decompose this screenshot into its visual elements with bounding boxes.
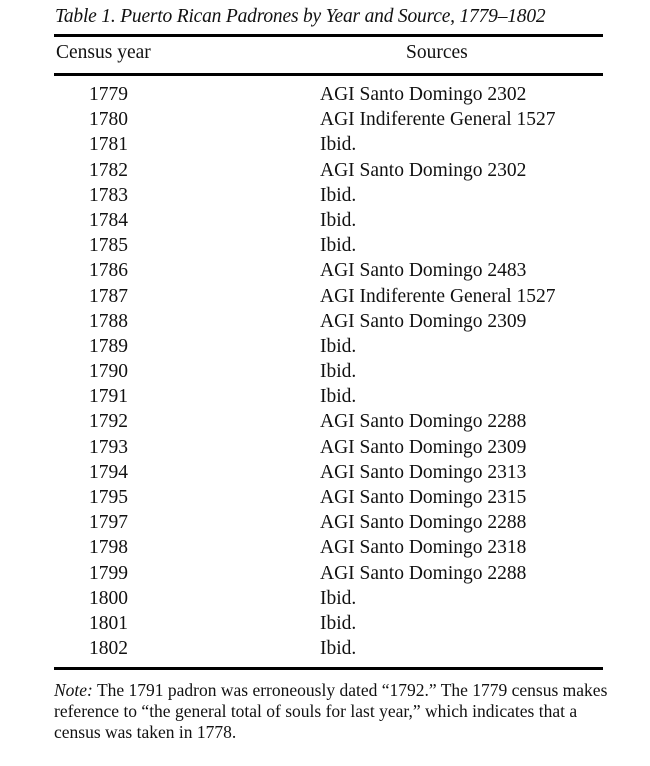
note-text: The 1791 padron was erroneously dated “1792.” The 1779 census makes reference to “the general total of souls for last year,” which indicates that a census was taken in 1778. [54,680,608,742]
table-row [0,563,650,588]
source-cell: Ibid. [320,235,357,257]
census-year-cell: 1786 [89,260,128,282]
table-row [0,512,650,537]
table-note [54,680,614,743]
note-label: Note: [54,680,93,700]
census-year-cell: 1795 [89,487,128,508]
census-year-cell: 1793 [89,436,128,458]
table-caption: Table 1. Puerto Rican Padrones by Year and Source, 1779–1802 [55,6,546,27]
census-year-cell: 1784 [89,209,128,231]
header-rule [54,73,603,76]
source-cell: AGI Santo Domingo 2309 [320,310,527,332]
table-row [0,134,650,159]
census-year-cell: 1781 [89,134,128,156]
source-cell: AGI Indiferente General 1527 [320,285,556,307]
table-row [0,537,650,562]
source-cell: Ibid. [320,184,357,206]
source-cell: AGI Santo Domingo 2302 [320,84,527,105]
census-year-cell: 1798 [89,537,128,559]
source-cell: AGI Santo Domingo 2483 [320,260,527,282]
census-year-cell: 1791 [89,386,128,408]
source-cell: Ibid. [320,209,357,231]
census-year-cell: 1779 [89,84,128,105]
table-row [0,185,650,210]
table-row [0,487,650,512]
table-body [0,84,650,663]
source-cell: AGI Santo Domingo 2288 [320,562,527,584]
census-year-cell: 1800 [89,587,128,609]
header-sources: Sources [406,42,468,63]
table-row [0,386,650,411]
table-row [0,361,650,386]
top-rule [54,34,603,37]
source-cell: AGI Santo Domingo 2288 [320,512,527,534]
table-row [0,311,650,336]
table-row [0,411,650,436]
table-row [0,210,650,235]
table-row [0,437,650,462]
table-row [0,109,650,134]
table-row [0,336,650,361]
census-year-cell: 1785 [89,235,128,257]
table-row [0,462,650,487]
source-cell: AGI Santo Domingo 2288 [320,411,527,433]
source-cell: Ibid. [320,386,357,408]
table-row [0,638,650,663]
census-year-cell: 1782 [89,159,128,181]
source-cell: AGI Indiferente General 1527 [320,109,556,131]
census-year-cell: 1788 [89,310,128,332]
header-year: Census year [56,42,151,63]
table-row [0,588,650,613]
census-year-cell: 1790 [89,361,128,383]
source-cell: Ibid. [320,587,357,609]
source-cell: Ibid. [320,335,357,357]
census-year-cell: 1787 [89,285,128,307]
source-cell: AGI Santo Domingo 2318 [320,537,527,559]
census-year-cell: 1780 [89,109,128,131]
source-cell: AGI Santo Domingo 2315 [320,487,527,508]
census-year-cell: 1797 [89,512,128,534]
source-cell: AGI Santo Domingo 2309 [320,436,527,458]
bottom-rule [54,667,603,670]
table-row [0,84,650,109]
census-year-cell: 1789 [89,335,128,357]
source-cell: Ibid. [320,134,357,156]
table-row [0,235,650,260]
table-row [0,286,650,311]
table-row [0,160,650,185]
census-year-cell: 1801 [89,612,128,634]
census-year-cell: 1794 [89,461,128,483]
census-year-cell: 1802 [89,638,128,660]
source-cell: Ibid. [320,638,357,660]
source-cell: Ibid. [320,612,357,634]
census-year-cell: 1792 [89,411,128,433]
table-row [0,613,650,638]
source-cell: AGI Santo Domingo 2302 [320,159,527,181]
census-year-cell: 1799 [89,562,128,584]
table-row [0,260,650,285]
census-year-cell: 1783 [89,184,128,206]
source-cell: AGI Santo Domingo 2313 [320,461,527,483]
source-cell: Ibid. [320,361,357,383]
